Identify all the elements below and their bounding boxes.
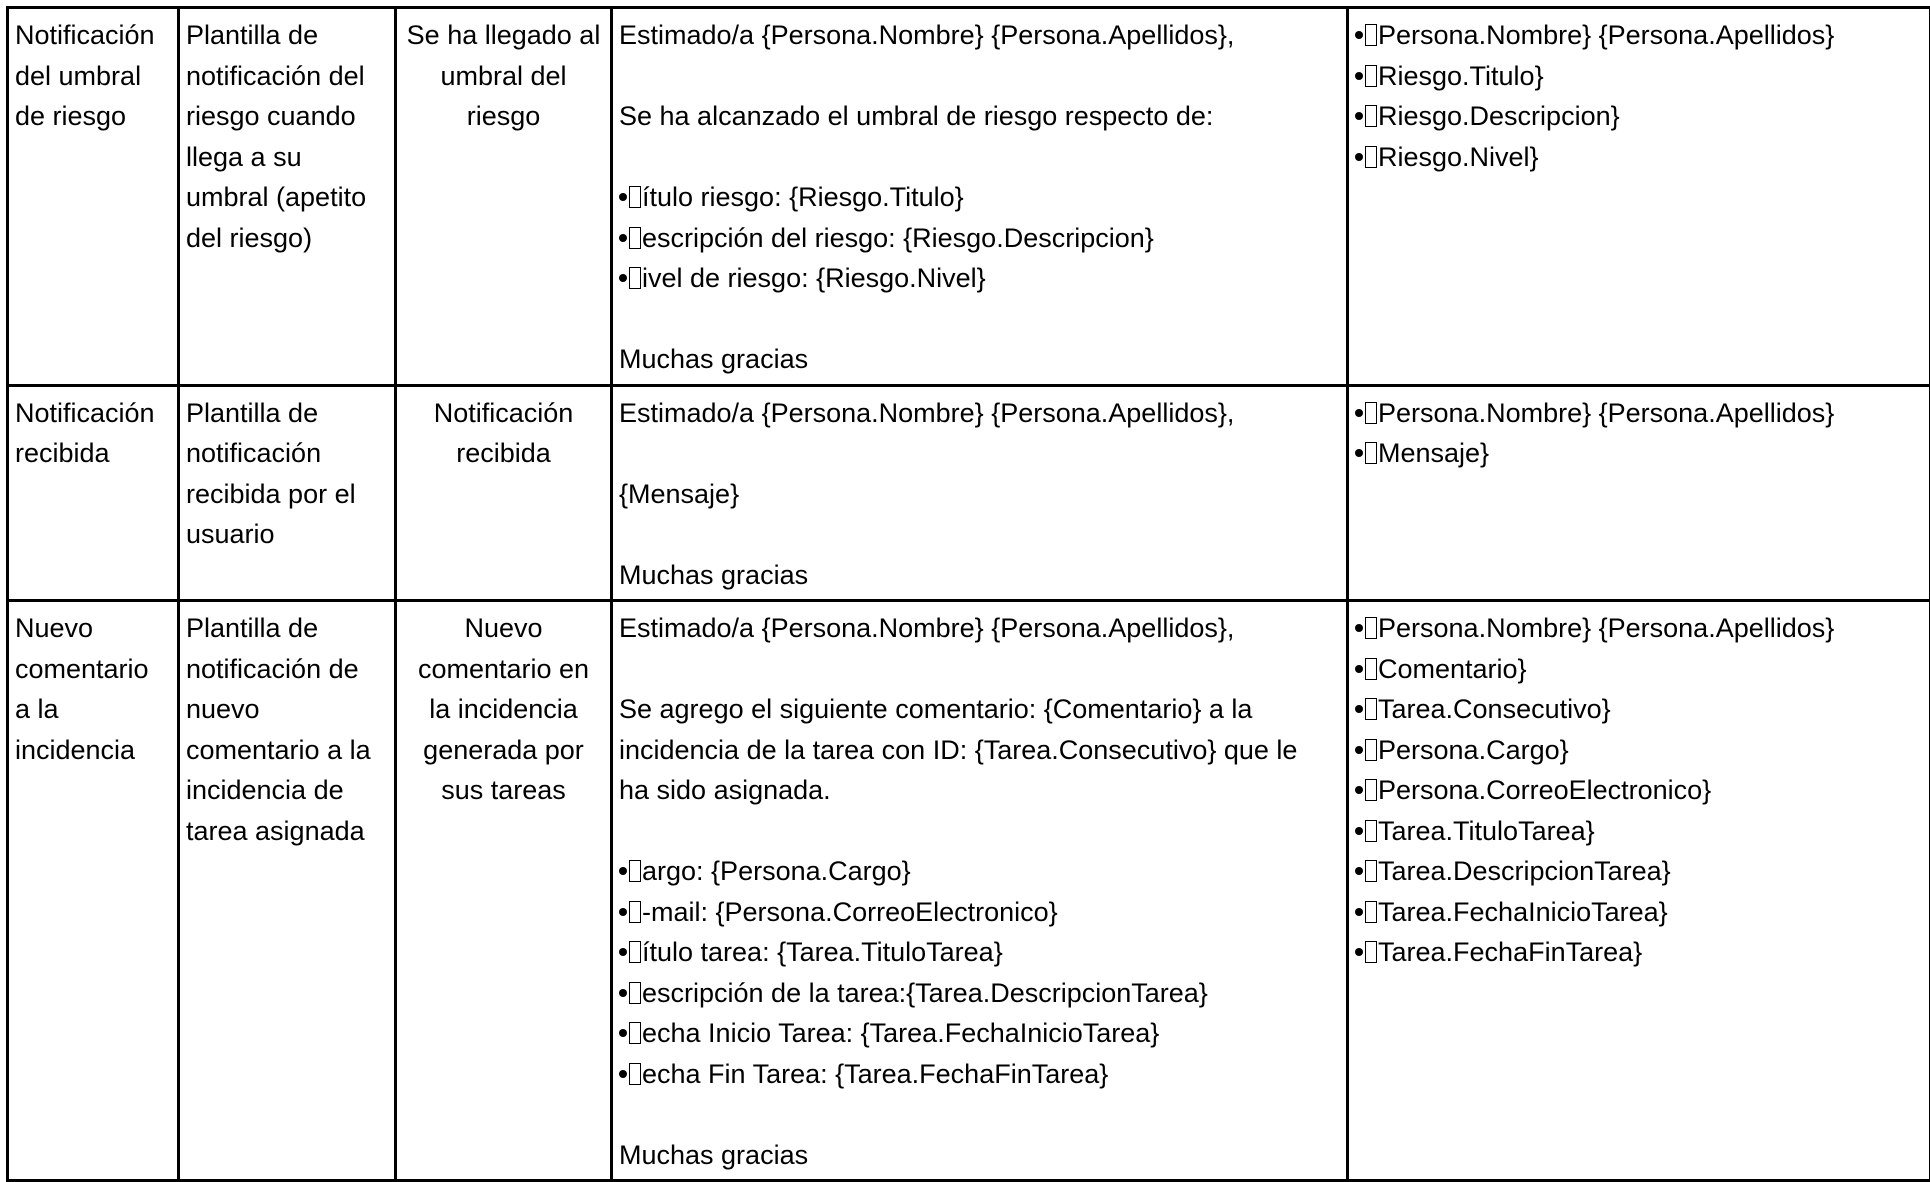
variable-item <box>1355 608 1923 649</box>
variable-item <box>1355 96 1923 137</box>
template-name-line: incidencia <box>15 730 171 771</box>
template-subject-line: Notificación <box>403 393 604 434</box>
bullet-dot-icon <box>619 193 627 201</box>
variable-text: Persona.Cargo} <box>1378 735 1569 765</box>
variable-item <box>1355 137 1923 178</box>
template-subject-cell <box>396 8 612 386</box>
variable-text: Riesgo.Titulo} <box>1378 61 1544 91</box>
template-subject-cell <box>396 385 612 601</box>
body-intro-line: ha sido asignada. <box>619 770 1340 811</box>
template-subject-line: Nuevo <box>403 608 604 649</box>
template-name-line: Notificación <box>15 15 171 56</box>
body-greeting: Estimado/a {Persona.Nombre} {Persona.Apellidos}, <box>619 393 1340 434</box>
bullet-text: -mail: {Persona.CorreoElectronico} <box>642 897 1058 927</box>
missing-glyph-icon <box>629 901 641 923</box>
template-name-cell <box>8 385 179 601</box>
variable-text: Persona.Nombre} {Persona.Apellidos} <box>1378 613 1834 643</box>
bullet-text: argo: {Persona.Cargo} <box>642 856 911 886</box>
variable-text: Riesgo.Descripcion} <box>1378 101 1620 131</box>
body-bullet-item <box>619 973 1340 1014</box>
bullet-dot-icon <box>619 1029 627 1037</box>
bullet-dot-icon <box>619 867 627 875</box>
template-description-line: nuevo <box>186 689 388 730</box>
bullet-text: ítulo tarea: {Tarea.TituloTarea} <box>642 937 1003 967</box>
template-description-cell <box>179 385 396 601</box>
template-name-line: a la <box>15 689 171 730</box>
bullet-dot-icon <box>1355 948 1363 956</box>
bullet-dot-icon <box>1355 746 1363 754</box>
body-bullet-item <box>619 851 1340 892</box>
body-bullet-item <box>619 892 1340 933</box>
bullet-dot-icon <box>619 234 627 242</box>
body-closing: Muchas gracias <box>619 555 1340 596</box>
template-description-line: riesgo cuando <box>186 96 388 137</box>
variable-text: Tarea.Consecutivo} <box>1378 694 1611 724</box>
body-bullet-item <box>619 218 1340 259</box>
template-description-line: comentario a la <box>186 730 388 771</box>
variable-item <box>1355 56 1923 97</box>
bullet-dot-icon <box>1355 153 1363 161</box>
variable-item <box>1355 811 1923 852</box>
variable-item <box>1355 649 1923 690</box>
variable-item <box>1355 393 1923 434</box>
missing-glyph-icon <box>1365 146 1377 168</box>
body-bullet-item <box>619 177 1340 218</box>
template-description-line: Plantilla de <box>186 393 388 434</box>
template-subject-line: la incidencia <box>403 689 604 730</box>
template-subject-line: comentario en <box>403 649 604 690</box>
bullet-dot-icon <box>1355 72 1363 80</box>
missing-glyph-icon <box>629 267 641 289</box>
bullet-dot-icon <box>1355 665 1363 673</box>
variable-text: Tarea.DescripcionTarea} <box>1378 856 1671 886</box>
bullet-dot-icon <box>619 1070 627 1078</box>
template-subject-line: sus tareas <box>403 770 604 811</box>
bullet-text: escripción de la tarea:{Tarea.DescripcionTarea} <box>642 978 1208 1008</box>
bullet-dot-icon <box>1355 908 1363 916</box>
template-body-cell <box>612 8 1348 386</box>
missing-glyph-icon <box>1365 658 1377 680</box>
variable-text: Persona.CorreoElectronico} <box>1378 775 1711 805</box>
missing-glyph-icon <box>629 1063 641 1085</box>
bullet-dot-icon <box>619 948 627 956</box>
variable-item <box>1355 851 1923 892</box>
bullet-dot-icon <box>1355 409 1363 417</box>
template-description-cell <box>179 8 396 386</box>
body-closing: Muchas gracias <box>619 1135 1340 1176</box>
variable-item <box>1355 15 1923 56</box>
bullet-dot-icon <box>1355 449 1363 457</box>
bullet-dot-icon <box>619 908 627 916</box>
missing-glyph-icon <box>1365 442 1377 464</box>
bullet-dot-icon <box>1355 624 1363 632</box>
variable-text: Comentario} <box>1378 654 1527 684</box>
missing-glyph-icon <box>1365 739 1377 761</box>
missing-glyph-icon <box>629 186 641 208</box>
template-description-line: recibida por el <box>186 474 388 515</box>
template-description-line: llega a su <box>186 137 388 178</box>
bullet-dot-icon <box>619 989 627 997</box>
missing-glyph-icon <box>1365 698 1377 720</box>
body-blank-line <box>619 649 1340 690</box>
variable-item <box>1355 770 1923 811</box>
template-description-line: incidencia de <box>186 770 388 811</box>
bullet-text: ivel de riesgo: {Riesgo.Nivel} <box>642 263 986 293</box>
variable-text: Tarea.TituloTarea} <box>1378 816 1595 846</box>
bullet-dot-icon <box>619 274 627 282</box>
missing-glyph-icon <box>629 941 641 963</box>
template-body-cell <box>612 385 1348 601</box>
missing-glyph-icon <box>629 227 641 249</box>
body-intro-line: Se agrego el siguiente comentario: {Comentario} a la <box>619 689 1340 730</box>
bullet-dot-icon <box>1355 827 1363 835</box>
bullet-dot-icon <box>1355 705 1363 713</box>
missing-glyph-icon <box>1365 779 1377 801</box>
body-greeting: Estimado/a {Persona.Nombre} {Persona.Apellidos}, <box>619 608 1340 649</box>
variable-item <box>1355 689 1923 730</box>
body-blank-line <box>619 433 1340 474</box>
variable-item <box>1355 730 1923 771</box>
template-description-line: notificación del <box>186 56 388 97</box>
template-body-cell <box>612 601 1348 1181</box>
template-description-line: umbral (apetito <box>186 177 388 218</box>
body-bullet-item <box>619 1013 1340 1054</box>
template-description-line: tarea asignada <box>186 811 388 852</box>
template-subject-line: recibida <box>403 433 604 474</box>
missing-glyph-icon <box>1365 820 1377 842</box>
missing-glyph-icon <box>1365 402 1377 424</box>
variable-text: Persona.Nombre} {Persona.Apellidos} <box>1378 20 1834 50</box>
template-description-cell <box>179 601 396 1181</box>
template-name-line: recibida <box>15 433 171 474</box>
bullet-dot-icon <box>1355 786 1363 794</box>
missing-glyph-icon <box>1365 65 1377 87</box>
bullet-dot-icon <box>1355 31 1363 39</box>
bullet-dot-icon <box>1355 112 1363 120</box>
template-name-line: del umbral <box>15 56 171 97</box>
missing-glyph-icon <box>1365 617 1377 639</box>
missing-glyph-icon <box>1365 860 1377 882</box>
missing-glyph-icon <box>1365 901 1377 923</box>
bullet-text: echa Inicio Tarea: {Tarea.FechaInicioTarea} <box>642 1018 1159 1048</box>
template-description-line: notificación de <box>186 649 388 690</box>
template-variables-cell <box>1348 385 1930 601</box>
variable-item <box>1355 892 1923 933</box>
body-bullet-item <box>619 932 1340 973</box>
document-page <box>6 6 1929 1182</box>
template-subject-cell <box>396 601 612 1181</box>
bullet-text: echa Fin Tarea: {Tarea.FechaFinTarea} <box>642 1059 1108 1089</box>
variable-text: Tarea.FechaInicioTarea} <box>1378 897 1668 927</box>
template-name-line: Notificación <box>15 393 171 434</box>
variable-text: Mensaje} <box>1378 438 1489 468</box>
body-bullet-item <box>619 258 1340 299</box>
body-intro-line: incidencia de la tarea con ID: {Tarea.Consecutivo} que le <box>619 730 1340 771</box>
missing-glyph-icon <box>629 982 641 1004</box>
missing-glyph-icon <box>1365 941 1377 963</box>
template-name-line: de riesgo <box>15 96 171 137</box>
template-name-cell <box>8 8 179 386</box>
missing-glyph-icon <box>1365 105 1377 127</box>
bullet-text: escripción del riesgo: {Riesgo.Descripcion} <box>642 223 1154 253</box>
table-row <box>8 8 1930 386</box>
missing-glyph-icon <box>629 1022 641 1044</box>
template-subject-line: riesgo <box>403 96 604 137</box>
template-name-cell <box>8 601 179 1181</box>
missing-glyph-icon <box>629 860 641 882</box>
table-row <box>8 385 1930 601</box>
body-intro: Se ha alcanzado el umbral de riesgo respecto de: <box>619 96 1340 137</box>
template-description-line: del riesgo) <box>186 218 388 259</box>
body-blank-line <box>619 299 1340 340</box>
body-bullet-item <box>619 1054 1340 1095</box>
variable-text: Persona.Nombre} {Persona.Apellidos} <box>1378 398 1834 428</box>
variable-item <box>1355 433 1923 474</box>
bullet-text: ítulo riesgo: {Riesgo.Titulo} <box>642 182 964 212</box>
variable-text: Riesgo.Nivel} <box>1378 142 1539 172</box>
table-row <box>8 601 1930 1181</box>
template-subject-line: Se ha llegado al <box>403 15 604 56</box>
body-message: {Mensaje} <box>619 474 1340 515</box>
body-blank-line <box>619 56 1340 97</box>
body-blank-line <box>619 137 1340 178</box>
body-greeting: Estimado/a {Persona.Nombre} {Persona.Apellidos}, <box>619 15 1340 56</box>
body-blank-line <box>619 1094 1340 1135</box>
body-closing: Muchas gracias <box>619 339 1340 380</box>
body-blank-line <box>619 811 1340 852</box>
variable-item <box>1355 932 1923 973</box>
template-description-line: usuario <box>186 514 388 555</box>
template-subject-line: generada por <box>403 730 604 771</box>
template-name-line: comentario <box>15 649 171 690</box>
template-description-line: notificación <box>186 433 388 474</box>
template-description-line: Plantilla de <box>186 608 388 649</box>
template-variables-cell <box>1348 8 1930 386</box>
missing-glyph-icon <box>1365 24 1377 46</box>
template-name-line: Nuevo <box>15 608 171 649</box>
bullet-dot-icon <box>1355 867 1363 875</box>
template-variables-cell <box>1348 601 1930 1181</box>
variable-text: Tarea.FechaFinTarea} <box>1378 937 1642 967</box>
notification-templates-table <box>6 6 1930 1182</box>
template-description-line: Plantilla de <box>186 15 388 56</box>
body-blank-line <box>619 514 1340 555</box>
template-subject-line: umbral del <box>403 56 604 97</box>
